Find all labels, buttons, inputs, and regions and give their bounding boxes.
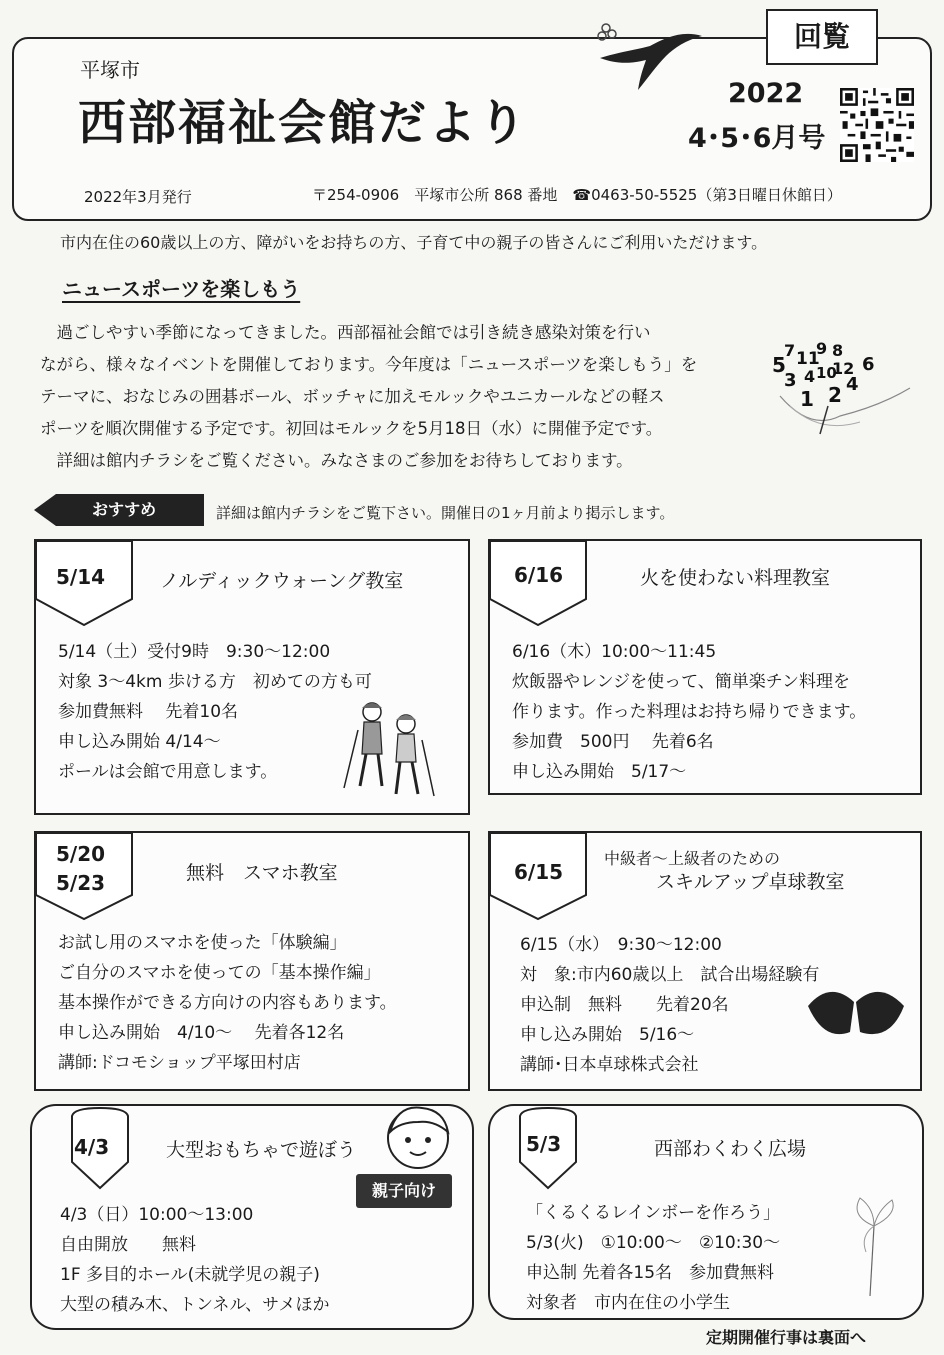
event-detail: 申し込み開始 4/10～ 先着各12名 [58, 1023, 345, 1043]
event-detail: 5/3(火) ①10:00～ ②10:30～ [526, 1233, 781, 1253]
svg-text:7: 7 [784, 341, 796, 360]
parent-child-badge: 親子向け [356, 1174, 452, 1208]
event-detail: 講師:ドコモショップ平塚田村店 [58, 1053, 301, 1073]
back-page-note[interactable]: 定期開催行事は裏面へ [706, 1328, 867, 1347]
svg-text:6: 6 [862, 354, 875, 375]
event-detail: 対 象:市内60歳以上 試合出場経験有 [520, 965, 820, 985]
event-date-second: 5/23 [56, 871, 106, 895]
feature-line: ながら、様々なイベントを開催しております。今年度は「ニュースポーツを楽しもう」を [40, 355, 698, 374]
event-detail: 基本操作ができる方向けの内容もあります。 [58, 993, 397, 1013]
event-title: ノルディックウォーング教室 [160, 570, 404, 592]
ping-pong-paddles-icon [800, 984, 910, 1044]
recommend-note: 詳細は館内チラシをご覧下さい。開催日の1ヶ月前より掲示します。 [216, 504, 675, 522]
event-title: 大型おもちゃで遊ぼう [166, 1139, 357, 1161]
svg-text:1: 1 [800, 387, 814, 411]
event-detail: 申込制 先着各15名 参加費無料 [526, 1263, 775, 1283]
event-detail: 1F 多目的ホール(未就学児の親子) [60, 1265, 320, 1285]
event-detail: 参加費 500円 先着6名 [512, 732, 714, 752]
rainbow-spinner-illustration [840, 1196, 910, 1306]
svg-text:8: 8 [832, 341, 844, 360]
event-detail: 自由開放 無料 [60, 1235, 196, 1255]
svg-text:2: 2 [828, 383, 842, 407]
event-date: 5/20 [56, 842, 106, 866]
address-line: 〒254-0906 平塚市公所 868 番地 ☎0463-50-5525（第3日曜日休館日） [312, 186, 842, 204]
event-detail: ご自分のスマホを使っての「基本操作編」 [58, 963, 381, 983]
walkers-illustration [336, 700, 440, 800]
svg-text:4: 4 [846, 374, 859, 395]
event-title: 火を使わない料理教室 [640, 567, 831, 589]
newsletter-title: 西部福祉会館だより [78, 95, 529, 151]
event-subtitle: 中級者～上級者のための [604, 849, 781, 868]
recommend-label: おすすめ [92, 500, 157, 519]
issue-months: 4･5･6月号 [688, 123, 826, 154]
issue-year: 2022 [728, 78, 804, 109]
feature-line: ポーツを順次開催する予定です。初回はモルックを5月18日（水）に開催予定です。 [40, 419, 663, 438]
event-detail: 大型の積み木、トンネル、サメほか [60, 1295, 330, 1315]
event-detail: 参加費無料 先着10名 [58, 702, 239, 722]
city-name: 平塚市 [80, 58, 140, 82]
issue-date: 2022年3月発行 [84, 188, 192, 206]
event-date: 5/14 [56, 565, 106, 589]
event-date: 4/3 [74, 1135, 110, 1159]
svg-text:10: 10 [816, 364, 837, 382]
svg-text:12: 12 [832, 359, 855, 378]
event-detail: お試し用のスマホを使った「体験編」 [58, 933, 347, 953]
event-detail: 6/16（木）10:00～11:45 [512, 642, 717, 662]
event-detail: 「くるくるレインボーを作ろう」 [526, 1203, 781, 1223]
child-face-icon [378, 1096, 458, 1176]
eligibility-note: 市内在住の60歳以上の方、障がいをお持ちの方、子育て中の親子の皆さんにご利用いただけます。 [60, 233, 768, 252]
event-date: 6/16 [514, 563, 564, 587]
molkky-pins-illustration [770, 336, 920, 436]
event-detail: 5/14（土）受付9時 9:30～12:00 [58, 642, 331, 662]
event-title: 西部わくわく広場 [654, 1138, 807, 1160]
event-title: 無料 スマホ教室 [186, 862, 338, 884]
svg-text:11: 11 [796, 349, 820, 369]
event-detail: 申し込み開始 5/16～ [520, 1025, 695, 1045]
svg-text:5: 5 [772, 353, 786, 377]
event-detail: 炊飯器やレンジを使って、簡単楽チン料理を [512, 672, 850, 692]
svg-text:9: 9 [816, 339, 828, 358]
event-detail: 対象 3～4km 歩ける方 初めての方も可 [58, 672, 372, 692]
event-detail: 申込制 無料 先着20名 [520, 995, 729, 1015]
feature-line: 詳細は館内チラシをご覧ください。みなさまのご参加をお待ちしております。 [40, 451, 633, 470]
event-detail: 6/15（水） 9:30～12:00 [520, 935, 722, 955]
event-detail: 4/3（日）10:00～13:00 [60, 1205, 254, 1225]
event-detail: 講師･日本卓球株式会社 [520, 1055, 699, 1075]
qr-code-icon[interactable] [840, 88, 914, 162]
svg-text:4: 4 [804, 367, 816, 386]
feature-line: テーマに、おなじみの囲碁ボール、ボッチャに加えモルックやユニカールなどの軽ス [40, 387, 665, 406]
event-date: 6/15 [514, 860, 564, 884]
feature-line: 過ごしやすい季節になってきました。西部福祉会館では引き続き感染対策を行い [40, 323, 651, 342]
event-detail: 申し込み開始 4/14～ [58, 732, 221, 752]
event-title: スキルアップ卓球教室 [656, 871, 845, 893]
circulate-stamp: 回覧 [766, 9, 878, 65]
feature-heading: ニュースポーツを楽しもう [62, 277, 301, 301]
event-detail: 作ります。作った料理はお持ち帰りできます。 [512, 702, 867, 722]
event-detail: ポールは会館で用意します。 [58, 762, 278, 782]
swallow-icon [590, 12, 710, 92]
svg-text:3: 3 [784, 370, 797, 391]
event-date: 5/3 [526, 1132, 562, 1156]
event-detail: 対象者 市内在住の小学生 [526, 1293, 730, 1313]
feature-body [40, 317, 750, 477]
event-detail: 申し込み開始 5/17～ [512, 762, 687, 782]
